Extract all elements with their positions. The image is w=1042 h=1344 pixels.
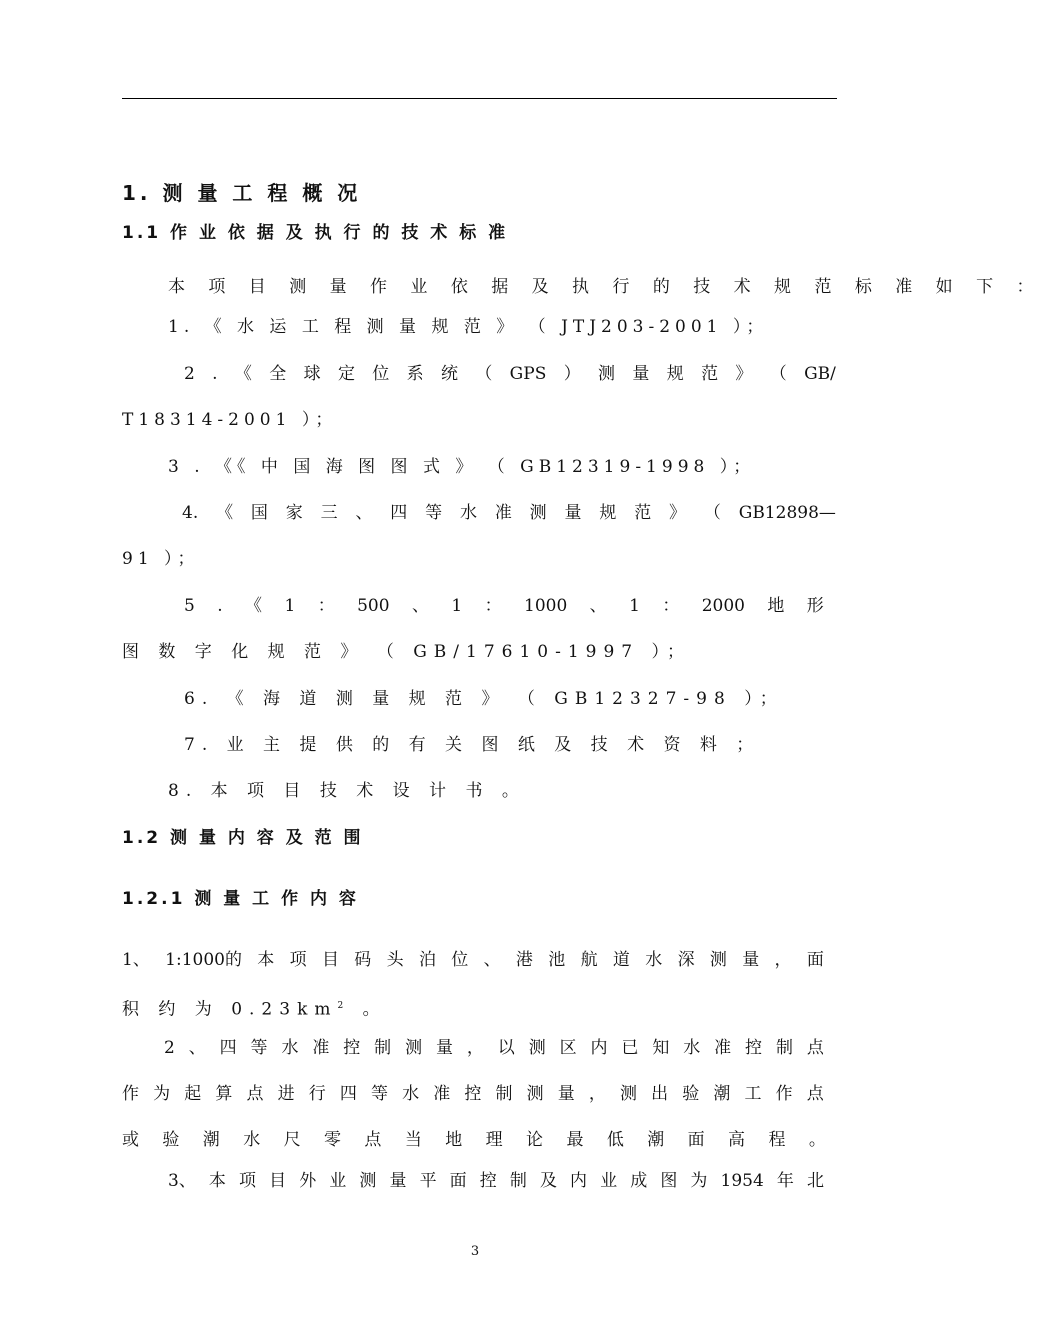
- list-item-1: 1. 《 水 运 工 程 测 量 规 范 》 （ JTJ203-2001 ）；: [168, 317, 769, 337]
- text-token: 水: [645, 950, 663, 970]
- text-token: 以: [497, 1038, 515, 1058]
- text-token: 内: [590, 1038, 608, 1058]
- text-token: （: [703, 503, 721, 523]
- list-item-3: 3 . 《《 中 国 海 图 图 式 》 （ GB12319-1998 ）；: [168, 457, 756, 477]
- text-token: GPS: [509, 364, 547, 384]
- text-token: 图: [660, 1171, 678, 1191]
- text-token: 为: [690, 1171, 708, 1191]
- text-token: 面: [806, 950, 824, 970]
- text-token: 三: [320, 503, 338, 523]
- text-token: 1000: [524, 596, 568, 616]
- text-token: 航: [580, 950, 598, 970]
- text-token: ：: [317, 596, 335, 616]
- text-token: ：: [484, 596, 502, 616]
- text-token: 《: [245, 596, 263, 616]
- text-token: ：: [662, 596, 680, 616]
- text-token: 等: [371, 1084, 388, 1104]
- text-token: 点: [246, 1084, 264, 1104]
- list-item-6: 6. 《 海 道 测 量 规 范 》 （ GB12327-98 ）；: [184, 689, 784, 709]
- text-token: 年: [776, 1171, 794, 1191]
- text-token: 、: [589, 596, 607, 616]
- text-token: ，: [466, 1038, 484, 1058]
- text-token: 测: [405, 1038, 423, 1058]
- text-token: 池: [548, 950, 566, 970]
- heading-1-2-1: 1.2.1 测 量 工 作 内 容: [122, 889, 359, 909]
- text-token: 控: [745, 1038, 763, 1058]
- text-token: 行: [308, 1084, 326, 1104]
- text-token: 作: [122, 1084, 139, 1104]
- header-rule: [122, 98, 837, 99]
- text-token: 测: [620, 1084, 637, 1104]
- area-superscript: 2: [337, 1001, 351, 1011]
- text-token: 位: [451, 950, 469, 970]
- text-token: 成: [630, 1171, 648, 1191]
- text-token: 3、: [168, 1171, 196, 1191]
- text-token: 目: [321, 950, 339, 970]
- text-token: 范: [701, 364, 719, 384]
- list-item-7: 7. 业 主 提 供 的 有 关 图 纸 及 技 术 资 料 ；: [184, 735, 761, 755]
- list-item-5-line2: 图 数 字 化 规 范 》 （ GB/17610-1997 ）；: [122, 642, 692, 662]
- text-token: 水: [402, 1084, 420, 1104]
- text-token: 码: [354, 950, 372, 970]
- content-para-3-line1: [168, 1170, 824, 1192]
- text-token: 及: [539, 1171, 557, 1191]
- text-token: .: [217, 596, 223, 616]
- text-token: 形: [806, 596, 824, 616]
- text-token: 》: [735, 364, 753, 384]
- text-token: 全: [269, 364, 287, 384]
- text-token: 目: [269, 1171, 287, 1191]
- text-token: 制: [495, 1084, 513, 1104]
- text-token: 平: [419, 1171, 437, 1191]
- text-token: 测: [598, 364, 616, 384]
- text-token: 规: [599, 503, 617, 523]
- text-token: （: [769, 364, 787, 384]
- text-token: 算: [215, 1084, 233, 1104]
- text-token: 测: [528, 1038, 546, 1058]
- text-token: 定: [337, 364, 355, 384]
- text-token: 500: [357, 596, 390, 616]
- text-token: 统: [440, 364, 458, 384]
- text-token: 水: [683, 1038, 701, 1058]
- text-token: 作: [775, 1084, 793, 1104]
- text-token: 四: [219, 1038, 237, 1058]
- text-token: 点: [806, 1038, 824, 1058]
- text-token: 点: [806, 1084, 824, 1104]
- text-token: 验: [682, 1084, 700, 1104]
- text-token: 5: [184, 596, 195, 616]
- text-token: 、: [355, 503, 373, 523]
- text-token: 四: [339, 1084, 357, 1104]
- text-token: 北: [806, 1171, 824, 1191]
- text-token: 球: [303, 364, 321, 384]
- text-token: 区: [559, 1038, 577, 1058]
- content-para-2-line2: [122, 1083, 824, 1105]
- list-item-2-line1: [184, 363, 836, 385]
- text-token: 测: [529, 503, 547, 523]
- text-token: ，: [588, 1084, 606, 1104]
- text-token: 、: [411, 596, 429, 616]
- text-token: 水: [459, 503, 477, 523]
- text-token: 测: [359, 1171, 377, 1191]
- text-token: 起: [184, 1084, 202, 1104]
- text-token: 《: [216, 503, 234, 523]
- text-token: 地: [767, 596, 785, 616]
- text-token: 范: [634, 503, 652, 523]
- text-token: 深: [677, 950, 695, 970]
- text-token: 业: [600, 1171, 618, 1191]
- text-token: ）: [563, 364, 581, 384]
- text-token: 制: [775, 1038, 793, 1058]
- text-token: 、: [188, 1038, 206, 1058]
- text-token: 本: [208, 1171, 226, 1191]
- list-item-5-line1: [184, 595, 824, 617]
- text-token: 4.: [182, 503, 199, 523]
- text-token: 》: [669, 503, 687, 523]
- text-token: 、: [483, 950, 501, 970]
- intro-text: 本 项 目 测 量 作 业 依 据 及 执 行 的 技 术 规 范 标 准 如 下 ：: [168, 277, 1042, 297]
- text-token: 1:1000的: [165, 950, 242, 970]
- text-token: 水: [281, 1038, 299, 1058]
- page-number: 3: [470, 1244, 480, 1259]
- text-token: 量: [389, 1171, 407, 1191]
- text-token: 等: [250, 1038, 268, 1058]
- text-token: 进: [277, 1084, 295, 1104]
- text-token: 位: [372, 364, 390, 384]
- text-token: 量: [742, 950, 760, 970]
- content-para-1-line2: [122, 995, 387, 1021]
- text-token: 制: [374, 1038, 392, 1058]
- text-token: 本: [257, 950, 275, 970]
- text-token: 等: [425, 503, 443, 523]
- area-end: 。: [350, 999, 387, 1020]
- text-token: 已: [621, 1038, 639, 1058]
- text-token: 家: [285, 503, 303, 523]
- text-token: 2000: [701, 596, 745, 616]
- text-token: 制: [509, 1171, 527, 1191]
- list-item-8: 8. 本 项 目 技 术 设 计 书 。: [168, 781, 526, 801]
- text-token: 1954: [720, 1171, 764, 1191]
- text-token: 国: [250, 503, 268, 523]
- text-token: 项: [289, 950, 307, 970]
- text-token: 港: [515, 950, 533, 970]
- text-token: .: [212, 364, 218, 384]
- text-token: 准: [714, 1038, 732, 1058]
- text-token: 测: [526, 1084, 544, 1104]
- text-token: 准: [494, 503, 512, 523]
- text-token: GB/: [804, 364, 836, 384]
- text-token: 测: [709, 950, 727, 970]
- text-token: 项: [239, 1171, 257, 1191]
- text-token: 准: [433, 1084, 451, 1104]
- text-token: 1: [629, 596, 640, 616]
- text-token: 泊: [418, 950, 436, 970]
- area-text: 积 约 为 0.23km: [122, 999, 338, 1020]
- text-token: 量: [564, 503, 582, 523]
- text-token: 1: [284, 596, 296, 616]
- text-token: 控: [343, 1038, 361, 1058]
- text-token: 量: [632, 364, 650, 384]
- text-token: 面: [449, 1171, 467, 1191]
- text-token: 业: [329, 1171, 347, 1191]
- list-item-4-line1: [182, 502, 836, 524]
- text-token: 道: [612, 950, 630, 970]
- text-token: 规: [666, 364, 684, 384]
- text-token: 知: [652, 1038, 670, 1058]
- text-token: 控: [479, 1171, 497, 1191]
- text-token: 工: [744, 1084, 762, 1104]
- text-token: 内: [570, 1171, 588, 1191]
- list-item-4-line2: 91 ）；: [122, 549, 200, 569]
- content-para-2-line3: 或 验 潮 水 尺 零 点 当 地 理 论 最 低 潮 面 高 程 。: [122, 1130, 835, 1150]
- text-token: 量: [435, 1038, 453, 1058]
- content-para-2-line1: [164, 1037, 824, 1059]
- text-token: 2: [164, 1038, 175, 1058]
- text-token: 系: [406, 364, 424, 384]
- text-token: 1: [451, 596, 463, 616]
- list-item-2-line2: T18314-2001 ）；: [122, 410, 338, 430]
- text-token: 出: [651, 1084, 669, 1104]
- text-token: 潮: [713, 1084, 731, 1104]
- content-para-1-line1: [122, 949, 824, 971]
- text-token: 量: [557, 1084, 575, 1104]
- heading-1-1: 1.1 作 业 依 据 及 执 行 的 技 术 标 准: [122, 223, 509, 243]
- text-token: 外: [299, 1171, 317, 1191]
- text-token: ，: [774, 950, 792, 970]
- text-token: 1、: [122, 950, 150, 970]
- text-token: GB12898—: [738, 503, 836, 523]
- text-token: 控: [464, 1084, 482, 1104]
- text-token: 四: [390, 503, 408, 523]
- text-token: 为: [153, 1084, 171, 1104]
- text-token: 《: [234, 364, 252, 384]
- text-token: 准: [312, 1038, 330, 1058]
- heading-1: 1. 测 量 工 程 概 况: [122, 181, 362, 205]
- text-token: 头: [386, 950, 404, 970]
- heading-1-2: 1.2 测 量 内 容 及 范 围: [122, 828, 364, 848]
- text-token: 2: [184, 364, 195, 384]
- text-token: （: [475, 364, 493, 384]
